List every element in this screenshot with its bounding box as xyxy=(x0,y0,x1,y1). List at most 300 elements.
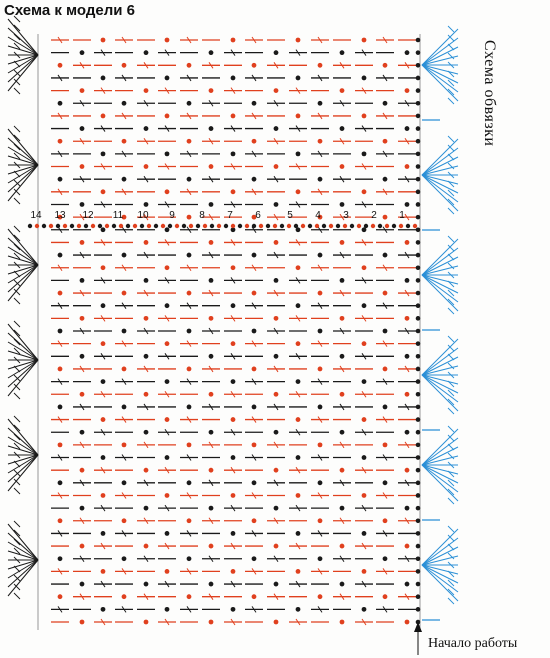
chain-stitch-dot xyxy=(383,442,388,447)
chain-stitch-dot xyxy=(318,556,323,561)
right-edging-fan-stroke xyxy=(422,65,458,101)
chain-stitch-dot xyxy=(231,303,236,308)
chain-stitch-dot xyxy=(80,202,85,207)
edge-chain-dot xyxy=(416,240,421,245)
chain-stitch-dot xyxy=(231,38,236,43)
chain-stitch-dot xyxy=(274,392,279,397)
chain-stitch-dot xyxy=(101,341,106,346)
chain-stitch-dot xyxy=(274,278,279,283)
divider-dot xyxy=(308,224,312,228)
edge-chain-dot xyxy=(416,506,421,511)
chain-stitch-dot xyxy=(340,240,345,245)
chain-stitch-dot xyxy=(58,63,63,68)
divider-dot xyxy=(294,224,298,228)
chain-stitch-dot xyxy=(405,506,410,511)
divider-dot xyxy=(266,224,270,228)
divider-dot xyxy=(238,224,242,228)
left-edging-fan-tick xyxy=(14,375,20,381)
right-edging-fan-stroke xyxy=(422,547,458,565)
chain-stitch-dot xyxy=(209,430,214,435)
edge-chain-dot xyxy=(416,303,421,308)
chain-stitch-dot xyxy=(318,177,323,182)
divider-dot xyxy=(196,224,200,228)
column-number-10: 10 xyxy=(137,210,149,221)
edge-chain-dot xyxy=(416,455,421,460)
right-edging-fan-stroke xyxy=(422,357,458,375)
right-edging-fan-stroke xyxy=(422,529,458,565)
right-edging-fan-stroke xyxy=(422,375,458,393)
column-number-4: 4 xyxy=(315,210,321,221)
chain-stitch-dot xyxy=(383,291,388,296)
divider-dot xyxy=(336,224,340,228)
chain-stitch-dot xyxy=(296,379,301,384)
edge-chain-dot xyxy=(416,518,421,523)
divider-dot xyxy=(217,224,221,228)
chain-stitch-dot xyxy=(80,164,85,169)
left-edging-fan-stroke xyxy=(8,147,38,165)
chain-stitch-dot xyxy=(318,253,323,258)
chain-stitch-dot xyxy=(165,455,170,460)
edge-chain-dot xyxy=(416,215,421,220)
divider-dot xyxy=(406,224,410,228)
divider-dot xyxy=(385,224,389,228)
chain-stitch-dot xyxy=(362,379,367,384)
chain-stitch-dot xyxy=(252,253,257,258)
chain-stitch-dot xyxy=(165,341,170,346)
chain-stitch-dot xyxy=(362,265,367,270)
column-number-14: 14 xyxy=(30,210,42,221)
right-edging-fan-tick xyxy=(448,44,454,50)
chain-stitch-dot xyxy=(231,493,236,498)
right-edging-fan-stroke xyxy=(422,429,458,465)
chain-stitch-dot xyxy=(296,189,301,194)
chain-stitch-dot xyxy=(274,468,279,473)
chain-stitch-dot xyxy=(144,392,149,397)
chain-stitch-dot xyxy=(101,38,106,43)
left-edging-fan-stroke xyxy=(8,265,38,301)
chain-stitch-dot xyxy=(274,620,279,625)
chain-stitch-dot xyxy=(101,607,106,612)
chain-stitch-dot xyxy=(340,164,345,169)
left-edging-fan-tick xyxy=(14,488,20,494)
chain-stitch-dot xyxy=(231,189,236,194)
right-edging-fan-tick xyxy=(448,154,454,160)
chain-stitch-dot xyxy=(58,594,63,599)
chain-stitch-dot xyxy=(165,38,170,43)
chain-stitch-dot xyxy=(80,620,85,625)
edge-chain-dot xyxy=(416,126,421,131)
divider-dot xyxy=(189,224,193,228)
chain-stitch-dot xyxy=(296,265,301,270)
chain-stitch-dot xyxy=(252,480,257,485)
chain-stitch-dot xyxy=(340,354,345,359)
divider-dot xyxy=(301,224,305,228)
chain-stitch-dot xyxy=(58,329,63,334)
divider-dot xyxy=(175,224,179,228)
chain-stitch-dot xyxy=(80,316,85,321)
chain-stitch-dot xyxy=(405,430,410,435)
chain-stitch-dot xyxy=(101,114,106,119)
left-edging-fan-stroke xyxy=(8,360,38,396)
left-edging-fan-tick xyxy=(14,539,20,545)
divider-dot xyxy=(63,224,67,228)
left-edging-fan-stroke xyxy=(8,165,38,201)
edge-chain-dot xyxy=(416,594,421,599)
chain-stitch-dot xyxy=(209,126,214,131)
chain-stitch-dot xyxy=(231,417,236,422)
chain-stitch-dot xyxy=(165,379,170,384)
right-edging-fan-stroke xyxy=(422,139,458,175)
chain-stitch-dot xyxy=(80,392,85,397)
chain-stitch-dot xyxy=(362,303,367,308)
right-edging-fan-tick xyxy=(448,254,454,260)
right-edging-fan-tick xyxy=(448,136,454,142)
chain-stitch-dot xyxy=(144,164,149,169)
chain-stitch-dot xyxy=(58,405,63,410)
chain-stitch-dot xyxy=(122,177,127,182)
divider-dot xyxy=(112,224,116,228)
chain-stitch-dot xyxy=(405,202,410,207)
divider-dot xyxy=(77,224,81,228)
chain-stitch-dot xyxy=(165,76,170,81)
chain-stitch-dot xyxy=(58,291,63,296)
chain-stitch-dot xyxy=(340,468,345,473)
chain-stitch-dot xyxy=(80,506,85,511)
chain-stitch-dot xyxy=(252,556,257,561)
chain-stitch-dot xyxy=(165,303,170,308)
edge-chain-dot xyxy=(416,341,421,346)
left-edging-fan-stroke xyxy=(8,360,38,378)
divider-dot xyxy=(343,224,347,228)
edge-chain-dot xyxy=(416,114,421,119)
right-edging-fan-stroke xyxy=(422,157,458,175)
edge-chain-dot xyxy=(416,493,421,498)
chain-stitch-dot xyxy=(209,50,214,55)
left-edging-fan-stroke xyxy=(8,55,38,73)
chain-stitch-dot xyxy=(340,126,345,131)
edge-chain-dot xyxy=(416,531,421,536)
divider-dot xyxy=(245,224,249,228)
divider-dot xyxy=(399,224,403,228)
divider-dot xyxy=(154,224,158,228)
divider-dot xyxy=(357,224,361,228)
chain-stitch-dot xyxy=(252,442,257,447)
edge-chain-dot xyxy=(416,38,421,43)
edge-chain-dot xyxy=(416,63,421,68)
chain-stitch-dot xyxy=(122,594,127,599)
divider-dot xyxy=(252,224,256,228)
left-edging-fan-stroke xyxy=(8,455,38,473)
chain-stitch-dot xyxy=(122,291,127,296)
divider-dot xyxy=(287,224,291,228)
right-edging-fan-tick xyxy=(448,336,454,342)
chain-stitch-dot xyxy=(296,569,301,574)
chain-stitch-dot xyxy=(318,101,323,106)
divider-dot xyxy=(322,224,326,228)
chain-stitch-dot xyxy=(101,379,106,384)
chain-stitch-dot xyxy=(122,63,127,68)
divider-dot xyxy=(350,224,354,228)
chain-stitch-dot xyxy=(165,114,170,119)
chain-stitch-dot xyxy=(252,63,257,68)
edge-chain-dot xyxy=(416,379,421,384)
right-edging-fan-tick xyxy=(448,208,454,214)
start-arrow-head xyxy=(414,622,422,632)
chain-stitch-dot xyxy=(144,354,149,359)
left-edging-fan-stroke xyxy=(8,342,38,360)
chain-stitch-dot xyxy=(165,151,170,156)
chain-stitch-dot xyxy=(252,594,257,599)
chain-stitch-dot xyxy=(405,544,410,549)
chain-stitch-dot xyxy=(318,139,323,144)
left-edging-fan-tick xyxy=(14,180,20,186)
chain-stitch-dot xyxy=(144,506,149,511)
edge-chain-dot xyxy=(416,227,421,232)
chain-stitch-dot xyxy=(405,468,410,473)
divider-dot xyxy=(259,224,263,228)
left-edging-fan-tick xyxy=(14,198,20,204)
edge-chain-dot xyxy=(416,329,421,334)
divider-dot xyxy=(224,224,228,228)
left-edging-fan-tick xyxy=(14,70,20,76)
chain-stitch-dot xyxy=(144,202,149,207)
right-edging-fan-stroke xyxy=(422,375,458,411)
column-number-3: 3 xyxy=(343,210,349,221)
chain-stitch-dot xyxy=(58,518,63,523)
chain-stitch-dot xyxy=(318,480,323,485)
chain-stitch-dot xyxy=(231,379,236,384)
column-number-9: 9 xyxy=(169,210,175,221)
left-edging-fan-stroke xyxy=(8,560,38,596)
chain-stitch-dot xyxy=(187,367,192,372)
left-edging-fan-stroke xyxy=(8,129,38,165)
divider-dot xyxy=(91,224,95,228)
chain-stitch-dot xyxy=(252,405,257,410)
left-edging-fan-stroke xyxy=(8,55,38,91)
chain-stitch-dot xyxy=(340,88,345,93)
chain-stitch-dot xyxy=(252,291,257,296)
chain-stitch-dot xyxy=(122,556,127,561)
chain-stitch-dot xyxy=(209,582,214,587)
chain-stitch-dot xyxy=(362,607,367,612)
chain-stitch-dot xyxy=(209,544,214,549)
chain-stitch-dot xyxy=(362,417,367,422)
chain-stitch-dot xyxy=(362,531,367,536)
right-edging-fan-stroke xyxy=(422,565,458,601)
chain-stitch-dot xyxy=(58,367,63,372)
chain-stitch-dot xyxy=(144,126,149,131)
chain-stitch-dot xyxy=(405,88,410,93)
chain-stitch-dot xyxy=(383,518,388,523)
chain-stitch-dot xyxy=(165,227,170,232)
chain-stitch-dot xyxy=(101,569,106,574)
right-edging-fan-tick xyxy=(448,444,454,450)
chain-stitch-dot xyxy=(101,227,106,232)
edge-chain-dot xyxy=(416,265,421,270)
divider-dot xyxy=(42,224,46,228)
chain-stitch-dot xyxy=(340,316,345,321)
chain-stitch-dot xyxy=(209,354,214,359)
right-edging-fan-tick xyxy=(448,354,454,360)
chain-stitch-dot xyxy=(58,139,63,144)
chain-stitch-dot xyxy=(340,50,345,55)
right-edging-fan-tick xyxy=(448,236,454,242)
left-edging-fan-tick xyxy=(14,298,20,304)
chain-stitch-dot xyxy=(58,480,63,485)
chain-stitch-dot xyxy=(101,76,106,81)
column-number-5: 5 xyxy=(287,210,293,221)
chain-stitch-dot xyxy=(187,518,192,523)
left-edging-fan-tick xyxy=(14,280,20,286)
right-edging-fan-tick xyxy=(448,426,454,432)
divider-dot xyxy=(364,224,368,228)
chain-stitch-dot xyxy=(101,417,106,422)
edge-chain-dot xyxy=(416,556,421,561)
chain-stitch-dot xyxy=(362,493,367,498)
chain-stitch-dot xyxy=(362,76,367,81)
edge-chain-dot xyxy=(416,164,421,169)
edge-chain-dot xyxy=(416,76,421,81)
chain-stitch-dot xyxy=(274,506,279,511)
chain-stitch-dot xyxy=(58,556,63,561)
chain-stitch-dot xyxy=(187,480,192,485)
right-edging-fan-tick xyxy=(448,98,454,104)
left-edging-fan-tick xyxy=(14,470,20,476)
chain-stitch-dot xyxy=(80,126,85,131)
chain-stitch-dot xyxy=(274,582,279,587)
chain-stitch-dot xyxy=(80,468,85,473)
chain-stitch-dot xyxy=(231,455,236,460)
chain-stitch-dot xyxy=(187,329,192,334)
right-edging-fan-stroke xyxy=(422,175,458,211)
left-edging-fan-stroke xyxy=(8,455,38,491)
right-edging-fan-stroke xyxy=(422,239,458,275)
chain-stitch-dot xyxy=(122,329,127,334)
divider-dot xyxy=(371,224,375,228)
divider-dot xyxy=(329,224,333,228)
chain-stitch-dot xyxy=(187,405,192,410)
divider-dot xyxy=(133,224,137,228)
divider-dot xyxy=(280,224,284,228)
left-edging-fan-stroke xyxy=(8,229,38,265)
chain-stitch-dot xyxy=(296,531,301,536)
edge-chain-dot xyxy=(416,544,421,549)
chain-stitch-dot xyxy=(383,556,388,561)
right-edging-fan-stroke xyxy=(422,175,458,193)
chain-stitch-dot xyxy=(340,278,345,283)
chain-stitch-dot xyxy=(362,341,367,346)
chain-stitch-dot xyxy=(296,417,301,422)
chain-stitch-dot xyxy=(340,430,345,435)
chain-stitch-dot xyxy=(80,544,85,549)
chain-stitch-dot xyxy=(318,367,323,372)
divider-dot xyxy=(168,224,172,228)
chain-stitch-dot xyxy=(383,101,388,106)
chain-stitch-dot xyxy=(296,76,301,81)
chain-stitch-dot xyxy=(383,177,388,182)
right-edging-fan-tick xyxy=(448,598,454,604)
chain-stitch-dot xyxy=(187,594,192,599)
edge-chain-dot xyxy=(416,316,421,321)
chain-stitch-dot xyxy=(209,620,214,625)
chain-stitch-dot xyxy=(80,430,85,435)
chain-stitch-dot xyxy=(362,189,367,194)
edge-chain-dot xyxy=(416,569,421,574)
chain-stitch-dot xyxy=(144,50,149,55)
chain-stitch-dot xyxy=(209,88,214,93)
chain-stitch-dot xyxy=(187,556,192,561)
chain-stitch-dot xyxy=(383,405,388,410)
chain-stitch-dot xyxy=(362,455,367,460)
column-number-2: 2 xyxy=(371,210,377,221)
column-number-11: 11 xyxy=(112,210,124,221)
chain-stitch-dot xyxy=(383,139,388,144)
right-edging-fan-tick xyxy=(448,544,454,550)
chain-stitch-dot xyxy=(318,442,323,447)
chain-stitch-dot xyxy=(165,569,170,574)
chain-stitch-dot xyxy=(144,620,149,625)
chain-stitch-dot xyxy=(405,240,410,245)
edge-chain-dot xyxy=(416,392,421,397)
chain-stitch-dot xyxy=(165,493,170,498)
divider-dot xyxy=(147,224,151,228)
divider-dot xyxy=(70,224,74,228)
left-edging-fan-stroke xyxy=(8,542,38,560)
divider-dot xyxy=(126,224,130,228)
right-edging-fan-stroke xyxy=(422,447,458,465)
chain-stitch-dot xyxy=(231,265,236,270)
chain-stitch-dot xyxy=(165,531,170,536)
chain-stitch-dot xyxy=(187,101,192,106)
left-edging-fan-tick xyxy=(14,34,20,40)
chain-stitch-dot xyxy=(231,531,236,536)
right-edging-fan-stroke xyxy=(422,47,458,65)
chain-stitch-dot xyxy=(209,164,214,169)
edge-chain-dot xyxy=(416,582,421,587)
chain-stitch-dot xyxy=(231,114,236,119)
edge-chain-dot xyxy=(416,367,421,372)
column-number-1: 1 xyxy=(399,210,405,221)
chain-stitch-dot xyxy=(80,582,85,587)
chain-stitch-dot xyxy=(274,544,279,549)
chain-stitch-dot xyxy=(58,442,63,447)
edge-chain-dot xyxy=(416,139,421,144)
chain-stitch-dot xyxy=(383,480,388,485)
divider-dot xyxy=(161,224,165,228)
right-edging-fan-stroke xyxy=(422,65,458,83)
chain-stitch-dot xyxy=(340,392,345,397)
left-edging-fan-stroke xyxy=(8,524,38,560)
chain-stitch-dot xyxy=(340,506,345,511)
right-edging-fan-tick xyxy=(448,408,454,414)
chain-stitch-dot xyxy=(340,620,345,625)
chain-stitch-dot xyxy=(383,367,388,372)
chain-stitch-dot xyxy=(274,202,279,207)
chain-stitch-dot xyxy=(187,139,192,144)
chain-stitch-dot xyxy=(122,405,127,410)
chain-stitch-dot xyxy=(122,139,127,144)
chain-stitch-dot xyxy=(383,329,388,334)
chain-stitch-dot xyxy=(144,316,149,321)
edge-chain-dot xyxy=(416,468,421,473)
left-edging-fan-stroke xyxy=(8,37,38,55)
edge-chain-dot xyxy=(416,190,421,195)
left-edging-fan-tick xyxy=(14,339,20,345)
chain-stitch-dot xyxy=(209,316,214,321)
right-edging-fan-stroke xyxy=(422,339,458,375)
chain-stitch-dot xyxy=(405,620,410,625)
left-edging-fan-tick xyxy=(14,126,20,132)
